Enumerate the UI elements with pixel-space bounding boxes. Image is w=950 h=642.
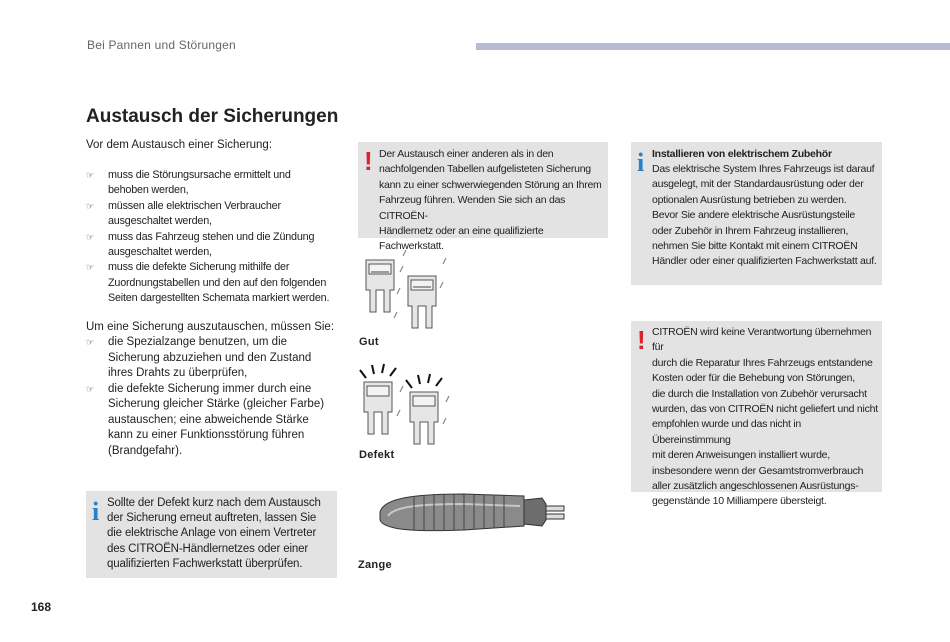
- text-line: Sicherung abzuziehen und den Zustand: [108, 351, 312, 364]
- section-header: Bei Pannen und Störungen: [87, 38, 236, 52]
- text-line: kann zu einer schwerwiegenden Störung an Ihrem: [379, 178, 602, 191]
- text-line: Der Austausch einer anderen als in den: [379, 148, 554, 160]
- text-line: muss die defekte Sicherung mithilfe der: [108, 261, 290, 274]
- text-line: wurden, das von CITROËN nicht geliefert und nicht: [652, 403, 878, 416]
- good-fuses-illustration: [352, 246, 462, 346]
- pointing-hand-icon: ☞: [86, 337, 95, 347]
- precondition-list: [86, 168, 348, 307]
- info-box-heading: Installieren von elektrischem Zubehör: [652, 148, 832, 160]
- text-line: Das elektrische System Ihres Fahrzeugs ist darauf: [652, 163, 875, 175]
- intro-text: Vor dem Austausch einer Sicherung:: [86, 139, 273, 151]
- text-line: Zuordnungstabellen und den auf den folgenden: [108, 276, 327, 289]
- text-line: kann zu einer Funktionsstörung führen: [108, 429, 305, 441]
- list-item: [86, 168, 348, 199]
- pointing-hand-icon: ☞: [86, 262, 94, 273]
- text-line: Sicherung gleicher Stärke (gleicher Farbe): [108, 398, 325, 410]
- text-line: aller zusätzlich angeschlossenen Ausrüstungs-: [652, 480, 859, 493]
- defect-fuses-illustration: [352, 358, 462, 456]
- info-box-repeat-defect: [86, 491, 337, 578]
- text-line: des CITROËN-Händlernetzes oder einer: [107, 542, 309, 555]
- warning-icon: !: [364, 146, 373, 176]
- list-item: [86, 382, 348, 460]
- procedure-intro: Um eine Sicherung auszutauschen, müssen Sie:: [86, 321, 335, 333]
- warning-box-liability: [631, 321, 882, 508]
- list-item: [86, 335, 348, 382]
- list-item: [86, 199, 348, 230]
- page-number: 168: [31, 600, 52, 614]
- text-line: Sollte der Defekt kurz nach dem Austausch: [107, 497, 321, 509]
- text-line: Händler oder einer qualifizierten Fachwerkstatt auf.: [652, 255, 877, 268]
- text-line: austauschen; eine abweichende Stärke: [108, 413, 309, 426]
- header-rule: [476, 43, 950, 50]
- text-line: der Sicherung erneut auftreten, lassen Sie: [107, 512, 317, 525]
- text-line: ihres Drahts zu überprüfen,: [108, 367, 248, 379]
- text-line: CITROËN wird keine Verantwortung übernehmen für: [652, 326, 872, 354]
- text-line: muss die Störungsursache ermittelt und: [108, 169, 291, 181]
- text-line: (Brandgefahr).: [108, 444, 183, 457]
- text-line: gegenstände 10 Milliampere übersteigt.: [652, 495, 827, 508]
- caption-defect: Defekt: [359, 449, 395, 461]
- pointing-hand-icon: ☞: [86, 200, 94, 211]
- text-line: behoben werden,: [108, 184, 189, 197]
- text-line: qualifizierten Fachwerkstatt überprüfen.: [107, 557, 303, 570]
- info-box-accessories: [631, 142, 882, 285]
- text-line: insbesondere wenn der Gesamtstromverbrauch: [652, 464, 864, 477]
- info-icon: i: [92, 497, 100, 526]
- pointing-hand-icon: ☞: [86, 231, 94, 242]
- text-line: die durch die Installation von Zubehör verursacht: [652, 387, 867, 400]
- info-icon: i: [637, 148, 645, 177]
- caption-pliers: Zange: [358, 559, 392, 571]
- text-line: müssen alle elektrischen Verbraucher: [108, 199, 281, 212]
- caption-good: Gut: [359, 336, 379, 348]
- pointing-hand-icon: ☞: [86, 170, 94, 180]
- text-line: nachfolgenden Tabellen aufgelisteten Sicherung: [379, 163, 591, 176]
- text-line: ausgeschaltet werden,: [108, 246, 212, 259]
- warning-box-text: [379, 147, 607, 255]
- text-line: durch die Reparatur Ihres Fahrzeugs entstandene: [652, 356, 873, 369]
- text-line: nehmen Sie bitte Kontakt mit einem CITROËN: [652, 240, 858, 253]
- text-line: optionalen Ausrüstung betrieben zu werden.: [652, 193, 847, 206]
- text-line: muss das Fahrzeug stehen und die Zündung: [108, 230, 315, 243]
- pointing-hand-icon: ☞: [86, 383, 95, 394]
- procedure-list: [86, 335, 348, 459]
- text-line: die elektrische Anlage von einem Vertreter: [107, 527, 317, 540]
- pliers-illustration: [374, 486, 574, 548]
- text-line: oder Zubehör in Ihrem Fahrzeug installieren,: [652, 224, 849, 237]
- text-line: ausgelegt, mit der Standardausrüstung oder der: [652, 178, 864, 191]
- warning-icon: !: [637, 325, 646, 355]
- text-line: Seiten dargestellten Schemata markiert werden.: [108, 292, 330, 305]
- page-title: Austausch der Sicherungen: [86, 106, 339, 127]
- text-line: mit deren Anweisungen installiert wurde,: [652, 449, 830, 462]
- text-line: Kosten oder für die Behebung von Störungen,: [652, 372, 855, 385]
- text-line: Bevor Sie andere elektrische Ausrüstungsteile: [652, 209, 855, 222]
- warning-box-text: [652, 325, 880, 510]
- text-line: Fahrzeug führen. Wenden Sie sich an das CITROËN-: [379, 194, 566, 222]
- info-box-text: [107, 496, 335, 572]
- text-line: die Spezialzange benutzen, um die: [108, 336, 288, 348]
- list-item: [86, 230, 348, 261]
- text-line: empfohlen wurde und das nicht in Übereinstimmung: [652, 418, 802, 446]
- text-line: die defekte Sicherung immer durch eine: [108, 382, 312, 395]
- text-line: ausgeschaltet werden,: [108, 215, 212, 228]
- text-line: Händlernetz oder an eine qualifizierte Fachwerkstatt.: [379, 225, 544, 253]
- warning-box-wrong-fuse: [358, 142, 608, 253]
- info-box-text: [652, 162, 880, 270]
- list-item: [86, 260, 348, 306]
